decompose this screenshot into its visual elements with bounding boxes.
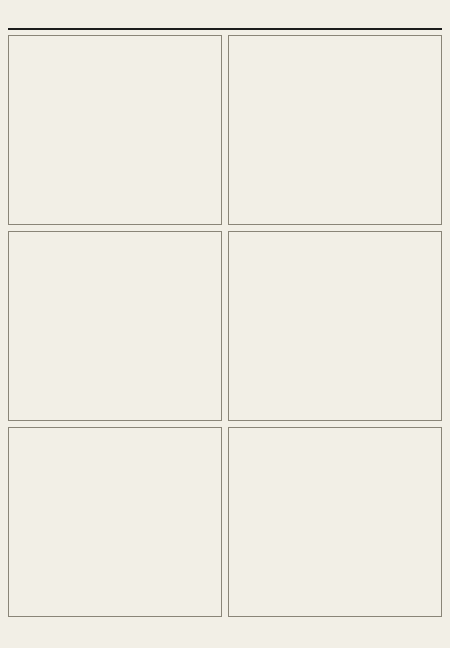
article [228,35,442,225]
article [228,231,442,421]
article-grid [8,35,442,617]
article [8,231,222,421]
masthead [8,6,442,30]
article [8,35,222,225]
article [8,427,222,617]
article [228,427,442,617]
